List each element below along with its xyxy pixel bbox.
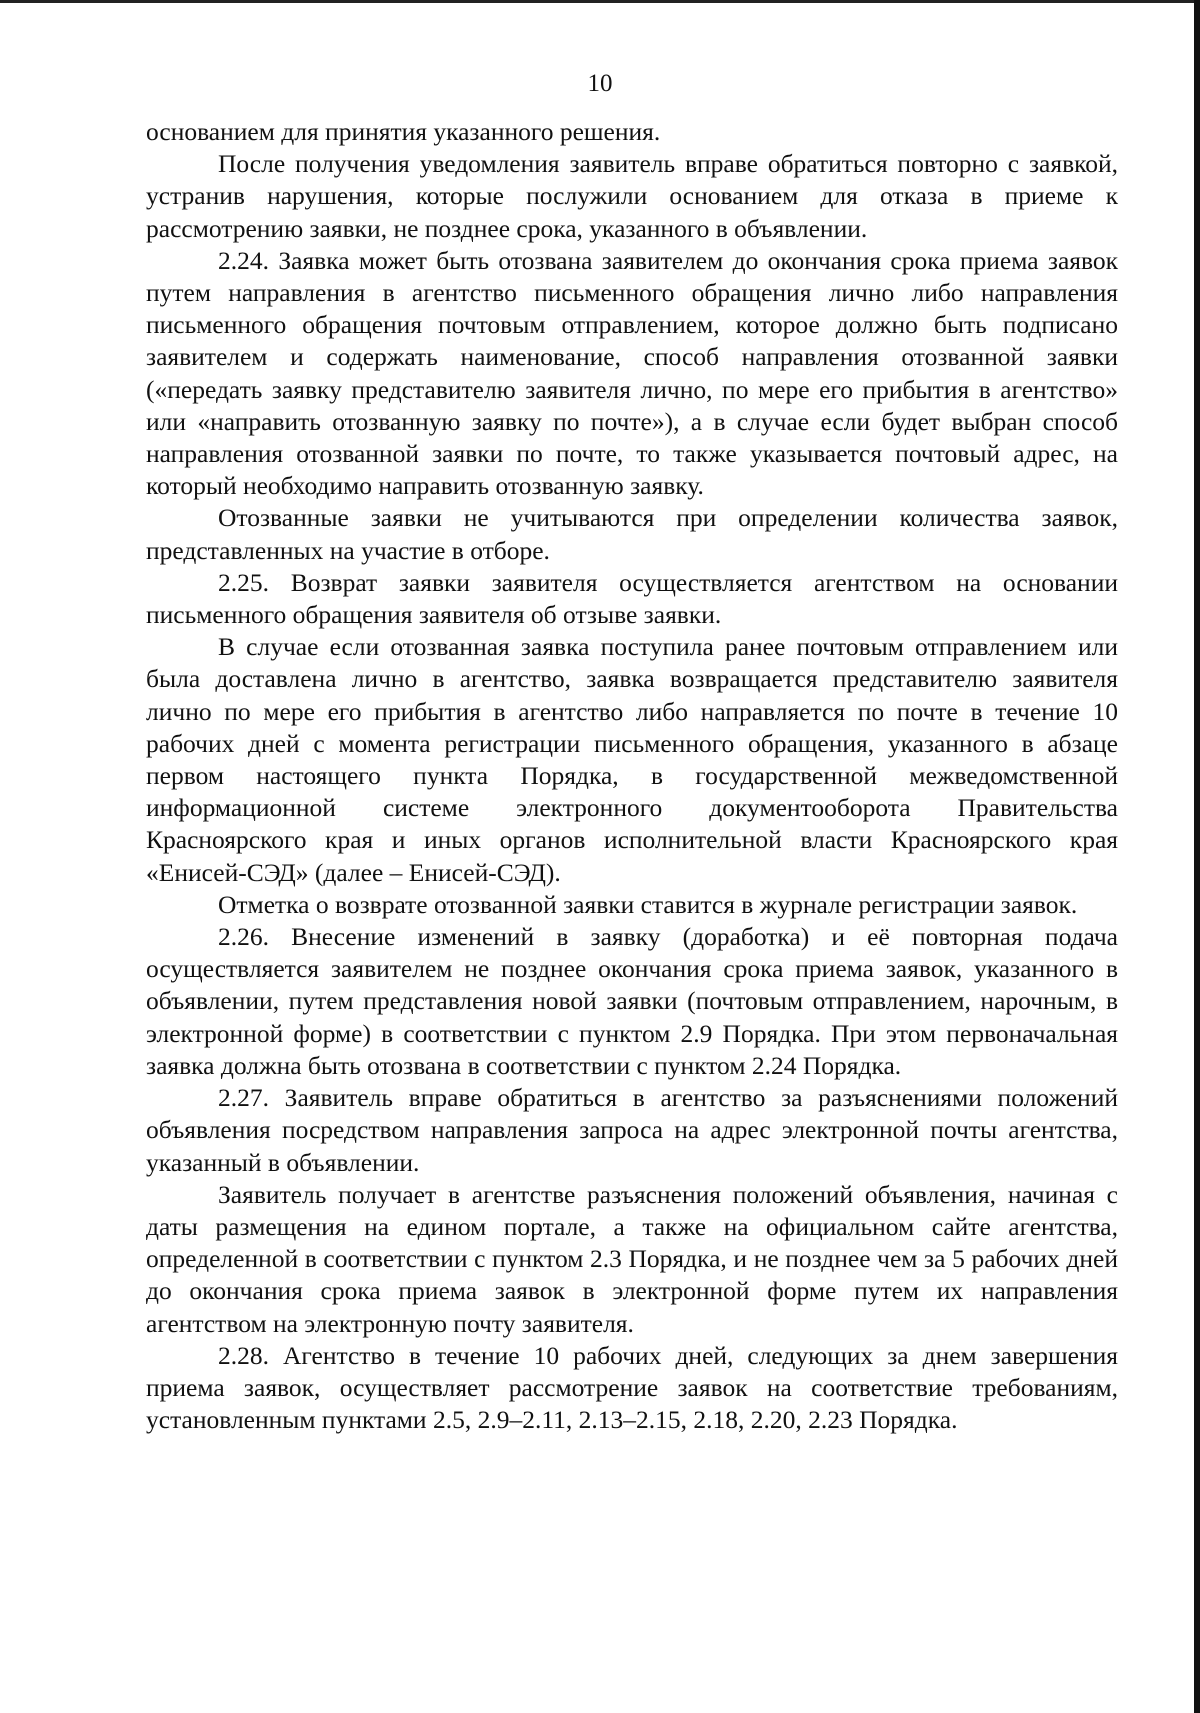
page-number: 10 [587,70,613,97]
paragraph-2-28: 2.28. Агентство в течение 10 рабочих дней, следующих за днем завершения приема заявок, осуществляет рассмотрение заявок на соответствие требованиям, установленным пунктами 2.5, 2.9–2.11, 2.13–2.15, 2.18, 2.20, 2.23 Порядка. [146,1340,1118,1435]
paragraph: Заявитель получает в агентстве разъяснения положений объявления, начиная с даты размещения на едином портале, а также на официальном сайте агентства, определенной в соответствии с пунктом 2.3 Порядка, и не позднее чем за 5 рабочих дней до окончания срока приема заявок в электронной форме путем их направления агентством на электронную почту заявителя. [146,1179,1118,1338]
scan-edge-right [1194,0,1200,1713]
paragraph-2-26: 2.26. Внесение изменений в заявку (доработка) и её повторная подача осуществляется заявителем не позднее окончания срока приема заявок, указанного в объявлении, путем представления новой заявки (почтовым отправлением, нарочным, в электронной форме) в соответствии с пунктом 2.9 Порядка. При этом первоначальная заявка должна быть отозвана в соответствии с пунктом 2.24 Порядка. [146,922,1118,1080]
paragraph-2-24: 2.24. Заявка может быть отозвана заявителем до окончания срока приема заявок путем направления в агентство письменного обращения лично либо направления письменного обращения почтовым отправлением, которое должно быть подписано заявителем и содержать наименование, способ направления отозванной заявки («передать заявку представителю заявителя лично, по мере его прибытия в агентство» или «направить отозванную заявку по почте»), а в случае если будет выбран способ направления отозванной заявки по почте, то также указывается почтовый адрес, на который необходимо направить отозванную заявку. [146,245,1118,501]
scan-edge-top [0,0,1200,3]
paragraph: В случае если отозванная заявка поступила ранее почтовым отправлением или была доставлена лично в агентство, заявка возвращается представителю заявителя лично по мере его прибытия в агентство либо направляется по почте в течение 10 рабочих дней с момента регистрации письменного обращения, указанного в абзаце первом настоящего пункта Порядка, в государственной межведомственной информационной системе электронного документооборота Правительства Красноярского края и иных органов исполнительной власти Красноярского края «Енисей-СЭД» (далее – Енисей-СЭД). [146,632,1118,887]
paragraph: Отметка о возврате отозванной заявки ставится в журнале регистрации заявок. [218,889,1078,919]
paragraph: Отозванные заявки не учитываются при определении количества заявок, представленных на участие в отборе. [146,503,1118,565]
paragraph: После получения уведомления заявитель вправе обратиться повторно с заявкой, устранив нарушения, которые послужили основанием для отказа в приеме к рассмотрению заявки, не позднее срока, указанного в объявлении. [146,149,1118,243]
paragraph-2-27: 2.27. Заявитель вправе обратиться в агентство за разъяснениями положений объявления посредством направления запроса на адрес электронной почты агентства, указанный в объявлении. [146,1083,1118,1177]
document-body [146,116,1118,1436]
paragraph: основанием для принятия указанного решения. [146,117,661,146]
paragraph-2-25: 2.25. Возврат заявки заявителя осуществляется агентством на основании письменного обращения заявителя об отзыве заявки. [146,567,1118,630]
